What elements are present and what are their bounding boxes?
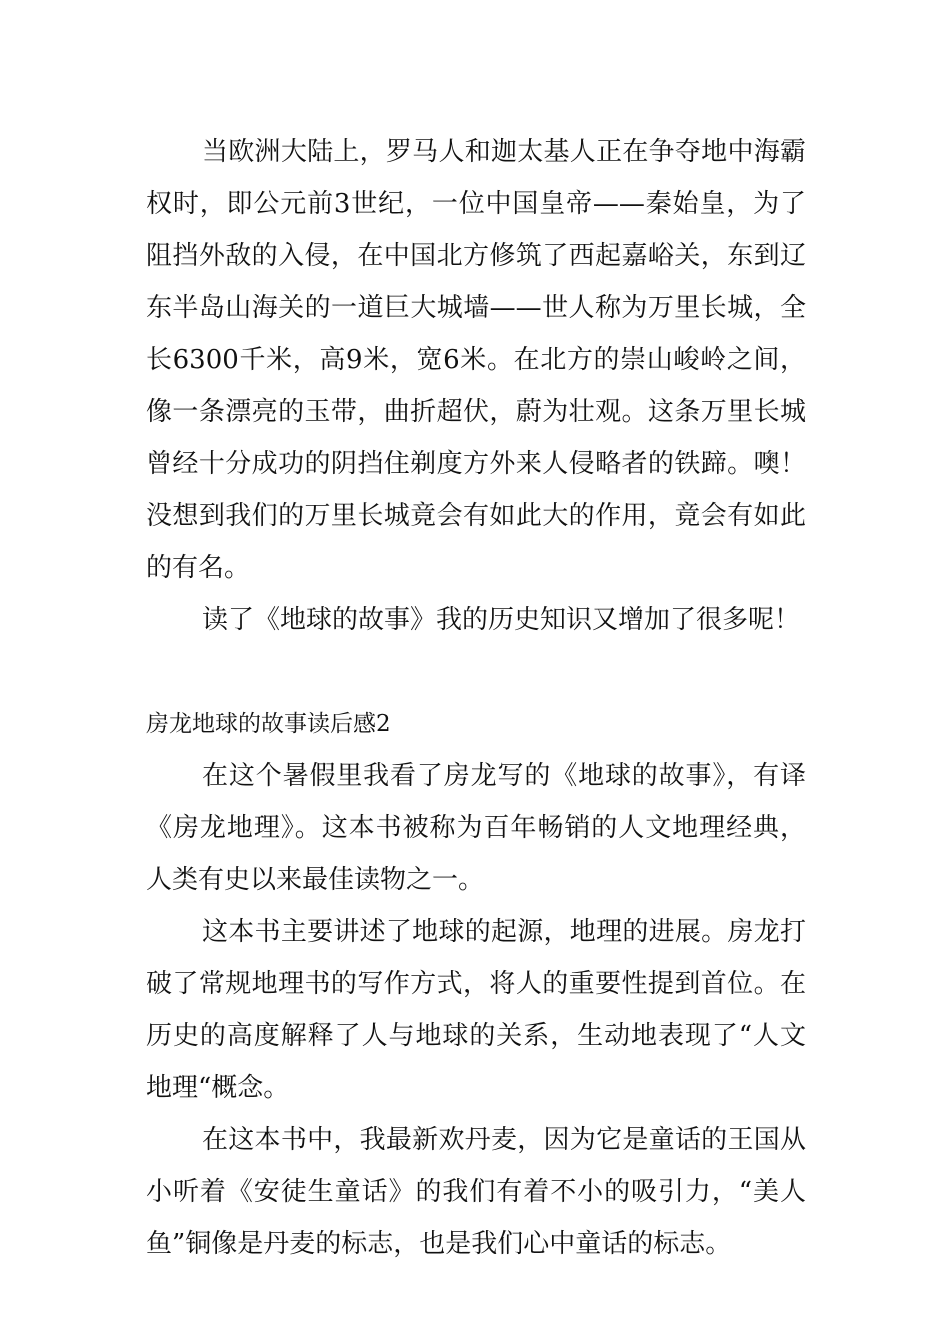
paragraph: 当欧洲大陆上，罗马人和迦太基人正在争夺地中海霸权时，即公元前3世纪，一位中国皇帝——秦始皇，为了阻挡外敌的入侵，在中国北方修筑了西起嘉峪关，东到辽东半岛山海关的一道巨大城墙——世人称为万里长城，全长6300千米，高9米，宽6米。在北方的崇山峻岭之间，像一条漂亮的玉带，曲折超伏，蔚为壮观。这条万里长城曾经十分成功的阴挡住剃度方外来人侵略者的铁蹄。噢！没想到我们的万里长城竟会有如此大的作用，竟会有如此的有名。 bbox=[146, 137, 806, 583]
section-heading: 房龙地球的故事读后感2 bbox=[146, 711, 391, 737]
paragraph: 这本书主要讲述了地球的起源，地理的进展。房龙打破了常规地理书的写作方式，将人的重要性提到首位。在历史的高度解释了人与地球的关系，生动地表现了“人文地理“概念。 bbox=[146, 917, 806, 1103]
paragraph: 在这个暑假里我看了房龙写的《地球的故事》，有译《房龙地理》。这本书被称为百年畅销的人文地理经典，人类有史以来最佳读物之一。 bbox=[146, 761, 806, 895]
paragraph: 读了《地球的故事》我的历史知识又增加了很多呢！ bbox=[202, 605, 801, 635]
paragraph: 在这本书中，我最新欢丹麦，因为它是童话的王国从小听着《安徒生童话》的我们有着不小的吸引力，“美人鱼”铜像是丹麦的标志，也是我们心中童话的标志。 bbox=[146, 1125, 806, 1259]
document-page bbox=[146, 126, 806, 1270]
